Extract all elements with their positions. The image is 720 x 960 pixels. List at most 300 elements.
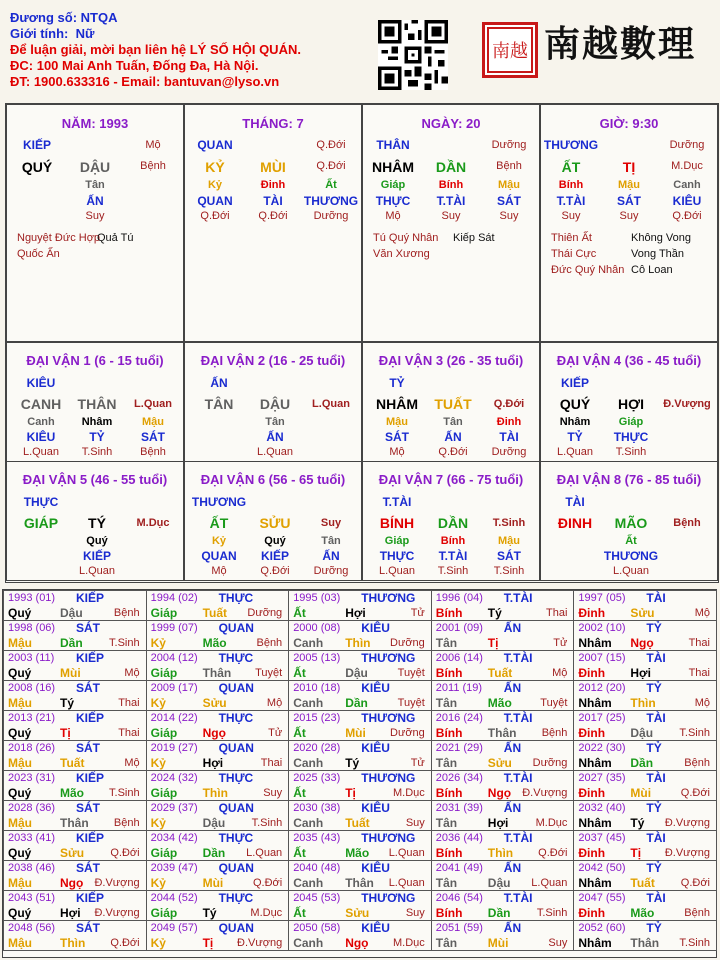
- pillar-star: THƯƠNG: [543, 138, 599, 152]
- year-cell: [431, 680, 575, 711]
- year-cell: [431, 710, 575, 741]
- dai-van-cell: [362, 461, 540, 581]
- year-cell: [431, 650, 575, 681]
- year-cell: [146, 620, 290, 651]
- year-truong-sinh: Thai: [688, 637, 710, 649]
- year-label: 2046 (54): [435, 892, 483, 904]
- year-cell: [288, 830, 432, 861]
- year-star: QUAN: [218, 621, 254, 635]
- shen-sha-star: Nguyệt Đức Hợp: [17, 232, 101, 244]
- year-label: 2005 (13): [293, 652, 341, 664]
- year-can: Kỷ: [150, 816, 166, 830]
- year-star: THỰC: [218, 591, 254, 605]
- year-truong-sinh: L.Quan: [388, 877, 425, 889]
- year-star: T.TÀI: [503, 771, 533, 785]
- pillar-star: KIẾP: [22, 138, 51, 152]
- year-label: 2036 (44): [435, 832, 483, 844]
- dai-van-can: BÍNH: [379, 515, 415, 531]
- year-cell: [431, 860, 575, 891]
- shen-sha-star: Cô Loan: [631, 264, 673, 276]
- year-cell: [431, 770, 575, 801]
- seal-logo-icon: [482, 22, 538, 78]
- year-star: SÁT: [76, 741, 100, 755]
- name-label: Đương số:: [10, 10, 78, 25]
- year-label: 1993 (01): [8, 592, 56, 604]
- dai-van-title: ĐẠI VẬN 5 (46 - 55 tuổi): [22, 472, 168, 487]
- year-truong-sinh: L.Quan: [531, 877, 568, 889]
- hidden-can: Canh: [673, 179, 701, 191]
- year-chi: Dần: [345, 696, 368, 710]
- hidden-truong-sinh: L.Quan: [378, 565, 416, 577]
- year-label: 2003 (11): [8, 652, 55, 664]
- year-chi: Tý: [60, 696, 75, 710]
- hidden-can: Mậu: [142, 416, 164, 428]
- year-truong-sinh: T.Sinh: [679, 937, 710, 949]
- year-chi: Sửu: [630, 606, 655, 620]
- year-can: Mậu: [8, 816, 32, 830]
- pillar-can: KỶ: [205, 159, 225, 175]
- hidden-star: SÁT: [617, 194, 641, 208]
- year-chi: Dậu: [345, 666, 368, 680]
- year-label: 2017 (25): [578, 712, 626, 724]
- year-star: TÀI: [646, 831, 666, 845]
- hidden-truong-sinh: Suy: [619, 210, 639, 222]
- hidden-can: Tân: [85, 179, 105, 191]
- year-chi: Ngọ: [630, 636, 654, 650]
- year-label: 2021 (29): [435, 742, 483, 754]
- year-cell: [573, 680, 717, 711]
- hidden-can: Kỷ: [207, 179, 223, 191]
- year-label: 2032 (40): [578, 802, 626, 814]
- year-label: 2009 (17): [150, 682, 198, 694]
- year-chi: Tý: [202, 906, 217, 920]
- year-label: 2019 (27): [150, 742, 198, 754]
- year-chi: Thìn: [630, 696, 656, 710]
- year-cell: [573, 710, 717, 741]
- year-star: KIÊU: [361, 801, 390, 815]
- year-label: 2020 (28): [293, 742, 341, 754]
- year-chi: Hợi: [60, 906, 81, 920]
- year-truong-sinh: Bệnh: [113, 817, 140, 829]
- shen-sha-star: Thiên Ất: [551, 232, 592, 244]
- contact-line-1: Để luận giải, mời bạn liên hệ LÝ SỐ HỘI QUÁN.: [10, 42, 301, 57]
- year-truong-sinh: Tuyệt: [397, 667, 425, 679]
- shen-sha-star: Thái Cực: [551, 248, 597, 260]
- year-chi: Tị: [630, 846, 642, 860]
- pillars-panel: [5, 103, 719, 583]
- year-chi: Hợi: [202, 756, 224, 770]
- year-star: T.TÀI: [503, 651, 533, 665]
- year-truong-sinh: Thai: [260, 757, 283, 769]
- year-chi: Thìn: [202, 786, 228, 800]
- hidden-star: TÀI: [263, 194, 283, 208]
- year-label: 2014 (22): [150, 712, 198, 724]
- year-can: Quý: [8, 726, 32, 740]
- year-star: THƯƠNG: [361, 831, 416, 845]
- year-chi: Mão: [487, 696, 512, 710]
- year-star: KIẾP: [76, 711, 105, 725]
- year-chi: Thìn: [487, 846, 514, 860]
- shen-sha-star: Vong Thần: [631, 248, 685, 260]
- hidden-truong-sinh: T.Sinh: [493, 565, 525, 577]
- year-chi: Ngọ: [487, 786, 512, 800]
- year-cell: [573, 770, 717, 801]
- year-truong-sinh: Suy: [405, 907, 425, 919]
- year-can: Đinh: [578, 846, 606, 860]
- contact-line-3: ĐT: 1900.633316 - Email: bantuvan@lyso.vn: [10, 74, 280, 89]
- year-chi: Thân: [630, 936, 660, 950]
- year-star: ẤN: [503, 741, 522, 755]
- pillar-truong-sinh: Bệnh: [496, 160, 522, 172]
- hidden-truong-sinh: Dưỡng: [313, 565, 349, 577]
- year-can: Giáp: [150, 906, 178, 920]
- year-cell: [573, 620, 717, 651]
- hidden-can: Bính: [440, 535, 466, 547]
- year-chi: Hợi: [487, 816, 509, 830]
- year-truong-sinh: Dưỡng: [532, 757, 568, 769]
- year-label: 2024 (32): [150, 772, 198, 784]
- year-label: 2015 (23): [293, 712, 341, 724]
- year-chi: Mão: [630, 906, 655, 920]
- year-cell: [573, 830, 717, 861]
- year-star: THỰC: [218, 711, 254, 725]
- hidden-truong-sinh: L.Quan: [612, 565, 650, 577]
- year-can: Canh: [293, 696, 324, 710]
- hidden-star: QUAN: [197, 194, 233, 208]
- year-star: TÀI: [646, 771, 666, 785]
- year-cell: [3, 590, 147, 621]
- year-label: 2002 (10): [578, 622, 626, 634]
- year-label: 2027 (35): [578, 772, 626, 784]
- hidden-can: Giáp: [618, 416, 644, 428]
- year-label: 2022 (30): [578, 742, 626, 754]
- hidden-star: SÁT: [385, 430, 409, 444]
- year-star: T.TÀI: [503, 591, 533, 605]
- dai-van-can: CANH: [20, 396, 62, 412]
- dai-van-truong-sinh: Q.Đới: [493, 398, 525, 410]
- year-can: Ất: [293, 786, 306, 800]
- year-truong-sinh: M.Dục: [393, 787, 425, 799]
- hidden-star: THƯƠNG: [303, 194, 359, 208]
- year-truong-sinh: T.Sinh: [536, 907, 568, 919]
- year-can: Mậu: [8, 696, 32, 710]
- hidden-truong-sinh: Mộ: [385, 210, 401, 222]
- year-truong-sinh: L.Quan: [388, 847, 425, 859]
- year-can: Đinh: [578, 726, 606, 740]
- year-can: Nhâm: [578, 756, 612, 770]
- hidden-truong-sinh: Suy: [561, 210, 581, 222]
- dai-van-can: GIÁP: [23, 515, 59, 531]
- year-chi: Tị: [487, 636, 499, 650]
- year-label: 2038 (46): [8, 862, 56, 874]
- hidden-truong-sinh: Q.Đới: [438, 446, 468, 458]
- hidden-can: Quý: [264, 535, 286, 547]
- dai-van-can: TÂN: [204, 396, 234, 412]
- year-label: 2044 (52): [150, 892, 198, 904]
- year-star: ẤN: [503, 861, 522, 875]
- year-can: Kỷ: [150, 756, 166, 770]
- year-chi: Tuất: [202, 606, 228, 620]
- pillar-chi: DẬU: [79, 159, 111, 175]
- hidden-star: KIÊU: [26, 430, 56, 444]
- seal-text: 南越: [492, 41, 528, 62]
- year-star: T.TÀI: [503, 711, 533, 725]
- year-can: Tân: [435, 636, 458, 650]
- year-star: QUAN: [218, 861, 254, 875]
- year-truong-sinh: Đ.Vượng: [94, 877, 140, 889]
- hidden-truong-sinh: Q.Đới: [200, 210, 230, 222]
- hidden-truong-sinh: Dưỡng: [491, 446, 527, 458]
- year-star: KIÊU: [361, 741, 390, 755]
- year-truong-sinh: Tuyệt: [540, 697, 568, 709]
- year-truong-sinh: Tử: [410, 757, 425, 769]
- year-truong-sinh: Q.Đới: [680, 877, 710, 889]
- year-cell: [146, 770, 290, 801]
- year-can: Canh: [293, 756, 324, 770]
- hidden-can: Tân: [321, 535, 341, 547]
- year-star: TỶ: [646, 861, 662, 875]
- year-can: Canh: [293, 876, 324, 890]
- hidden-star: THỰC: [379, 549, 415, 563]
- year-star: THỰC: [218, 831, 254, 845]
- pillar-star: THÂN: [376, 138, 410, 152]
- year-star: THỰC: [218, 891, 254, 905]
- year-chi: Mùi: [60, 666, 81, 680]
- dai-van-cell: [184, 461, 362, 581]
- hidden-star: T.TÀI: [436, 194, 466, 208]
- year-star: KIẾP: [76, 891, 105, 905]
- year-cell: [3, 920, 147, 951]
- year-truong-sinh: Tử: [410, 607, 425, 619]
- year-cell: [146, 920, 290, 951]
- year-chi: Thìn: [345, 636, 371, 650]
- year-truong-sinh: T.Sinh: [251, 817, 283, 829]
- year-chi: Sửu: [345, 906, 370, 920]
- year-label: 2040 (48): [293, 862, 341, 874]
- year-can: Nhâm: [578, 876, 612, 890]
- year-truong-sinh: Mộ: [694, 607, 710, 619]
- year-star: KIẾP: [76, 831, 105, 845]
- year-cell: [3, 770, 147, 801]
- year-cell: [431, 830, 575, 861]
- dai-van-cell: [540, 342, 718, 462]
- year-label: 1999 (07): [150, 622, 198, 634]
- hidden-truong-sinh: T.Sinh: [437, 565, 469, 577]
- pillar-chi: DẦN: [435, 159, 467, 175]
- year-truong-sinh: Bệnh: [684, 907, 710, 919]
- year-chi: Tuất: [60, 756, 85, 770]
- hidden-truong-sinh: Q.Đới: [672, 210, 702, 222]
- year-chi: Dậu: [487, 876, 511, 890]
- dai-van-star: TỶ: [389, 376, 405, 390]
- year-can: Kỷ: [150, 696, 166, 710]
- year-label: 2026 (34): [435, 772, 483, 784]
- year-star: THƯƠNG: [361, 651, 416, 665]
- hidden-star: ẤN: [266, 430, 284, 444]
- shen-sha-star: Quả Tú: [97, 232, 134, 244]
- year-truong-sinh: Q.Đới: [110, 847, 140, 859]
- year-truong-sinh: Q.Đới: [538, 847, 568, 859]
- year-chi: Hợi: [630, 666, 651, 680]
- year-truong-sinh: Đ.Vượng: [664, 817, 710, 829]
- year-label: 2031 (39): [435, 802, 483, 814]
- shen-sha-star: Không Vong: [631, 232, 691, 244]
- year-star: ẤN: [503, 681, 522, 695]
- year-star: ẤN: [503, 621, 522, 635]
- gender-value: Nữ: [75, 26, 95, 41]
- hidden-star: KIÊU: [672, 194, 702, 208]
- year-can: Canh: [293, 936, 324, 950]
- hidden-star: T.TÀI: [556, 194, 586, 208]
- dai-van-truong-sinh: Bệnh: [673, 517, 701, 529]
- year-can: Mậu: [8, 876, 32, 890]
- year-truong-sinh: Mộ: [266, 697, 283, 709]
- year-truong-sinh: Đ.Vượng: [94, 907, 140, 919]
- year-label: 1995 (03): [293, 592, 341, 604]
- year-star: TỶ: [646, 621, 662, 635]
- year-cell: [431, 590, 575, 621]
- pillar-status: Q.Đới: [316, 139, 346, 151]
- year-chi: Thân: [202, 666, 232, 680]
- hidden-can: Giáp: [384, 535, 410, 547]
- shen-sha-star: Quốc Ấn: [17, 248, 60, 260]
- year-truong-sinh: Q.Đới: [680, 787, 710, 799]
- dai-van-star: KIẾP: [560, 376, 589, 390]
- year-star: QUAN: [218, 681, 254, 695]
- year-truong-sinh: Bệnh: [541, 727, 568, 739]
- dai-van-chi: HỢI: [618, 396, 644, 412]
- dai-van-star: KIÊU: [26, 376, 56, 390]
- year-truong-sinh: Thai: [118, 727, 140, 739]
- dai-van-star: THƯƠNG: [191, 495, 247, 509]
- dai-van-chi: SỬU: [259, 515, 291, 531]
- dai-van-title: ĐẠI VẬN 2 (16 - 25 tuổi): [200, 353, 346, 368]
- year-can: Bính: [435, 906, 463, 920]
- year-label: 2007 (15): [578, 652, 626, 664]
- year-star: T.TÀI: [503, 891, 533, 905]
- year-chi: Ngọ: [202, 726, 226, 740]
- year-truong-sinh: Bệnh: [113, 607, 140, 619]
- year-chi: Tý: [630, 816, 645, 830]
- year-chi: Thân: [345, 876, 374, 890]
- hidden-truong-sinh: Bệnh: [140, 446, 166, 458]
- year-label: 2042 (50): [578, 862, 626, 874]
- dai-van-can: NHÂM: [376, 396, 418, 412]
- year-star: TỶ: [646, 801, 662, 815]
- year-label: 1994 (02): [150, 592, 198, 604]
- year-chi: Thân: [60, 816, 89, 830]
- year-star: QUAN: [218, 741, 254, 755]
- year-cell: [3, 620, 147, 651]
- hidden-star: T.TÀI: [438, 549, 468, 563]
- year-truong-sinh: M.Dục: [393, 937, 425, 949]
- year-chi: Dậu: [60, 606, 83, 620]
- year-star: TÀI: [646, 711, 666, 725]
- year-label: 2051 (59): [435, 922, 483, 934]
- year-truong-sinh: M.Dục: [250, 907, 283, 919]
- dai-van-star: TÀI: [565, 495, 585, 509]
- hidden-can: Canh: [27, 416, 55, 428]
- pillar-title: NĂM: 1993: [61, 116, 129, 131]
- pillar-cell: [540, 104, 718, 342]
- year-cell: [146, 800, 290, 831]
- hidden-truong-sinh: Dưỡng: [313, 210, 349, 222]
- pillar-title: THÁNG: 7: [242, 116, 304, 131]
- year-cell: [431, 920, 575, 951]
- year-label: 2041 (49): [435, 862, 483, 874]
- hidden-truong-sinh: Q.Đới: [258, 210, 288, 222]
- year-star: TÀI: [646, 651, 666, 665]
- year-star: TÀI: [646, 591, 666, 605]
- hidden-truong-sinh: Suy: [499, 210, 519, 222]
- dai-van-chi: TUẤT: [434, 396, 472, 412]
- year-chi: Mùi: [345, 726, 366, 740]
- year-chi: Ngọ: [345, 936, 369, 950]
- year-chi: Sửu: [202, 696, 227, 710]
- contact-line-2: ĐC: 100 Mai Anh Tuấn, Đống Đa, Hà Nội.: [10, 58, 259, 73]
- year-truong-sinh: T.Sinh: [109, 787, 140, 799]
- year-chi: Ngọ: [60, 876, 84, 890]
- year-truong-sinh: Đ.Vượng: [522, 787, 568, 799]
- year-cell: [288, 650, 432, 681]
- year-can: Ất: [293, 906, 306, 920]
- pillar-status: Mộ: [145, 139, 161, 151]
- year-truong-sinh: Tử: [268, 727, 283, 739]
- qr-code-icon[interactable]: [378, 20, 448, 90]
- year-can: Tân: [435, 936, 458, 950]
- year-label: 2013 (21): [8, 712, 56, 724]
- year-cell: [573, 890, 717, 921]
- shen-sha-star: Văn Xương: [373, 248, 430, 260]
- year-star: KIẾP: [76, 771, 105, 785]
- year-cell: [431, 890, 575, 921]
- year-label: 2037 (45): [578, 832, 626, 844]
- year-star: KIÊU: [361, 621, 390, 635]
- year-can: Mậu: [8, 636, 32, 650]
- year-chi: Tý: [487, 606, 502, 620]
- year-label: 2028 (36): [8, 802, 56, 814]
- hidden-truong-sinh: Mộ: [211, 565, 227, 577]
- year-chi: Mùi: [487, 936, 509, 950]
- year-label: 2030 (38): [293, 802, 341, 814]
- pillar-truong-sinh: Q.Đới: [316, 160, 346, 172]
- hidden-can: Tân: [265, 416, 285, 428]
- year-can: Ất: [293, 726, 306, 740]
- year-truong-sinh: Dưỡng: [247, 607, 283, 619]
- year-truong-sinh: Tuyệt: [397, 697, 425, 709]
- year-truong-sinh: Đ.Vượng: [237, 937, 283, 949]
- year-cell: [431, 740, 575, 771]
- hidden-star: ẤN: [444, 430, 462, 444]
- year-can: Ất: [293, 606, 306, 620]
- hidden-truong-sinh: T.Sinh: [81, 446, 113, 458]
- year-chi: Thân: [487, 726, 517, 740]
- year-star: THƯƠNG: [361, 771, 416, 785]
- year-cell: [573, 650, 717, 681]
- year-star: ẤN: [503, 921, 522, 935]
- year-label: 2050 (58): [293, 922, 341, 934]
- hidden-can: Bính: [438, 179, 464, 191]
- year-can: Đinh: [578, 606, 606, 620]
- name-value: NTQA: [80, 10, 118, 25]
- year-chi: Mão: [60, 786, 84, 800]
- year-can: Nhâm: [578, 936, 612, 950]
- year-label: 2008 (16): [8, 682, 56, 694]
- hidden-can: Quý: [86, 535, 108, 547]
- hidden-star: TỶ: [567, 430, 583, 444]
- year-chi: Hợi: [345, 606, 366, 620]
- year-cell: [3, 890, 147, 921]
